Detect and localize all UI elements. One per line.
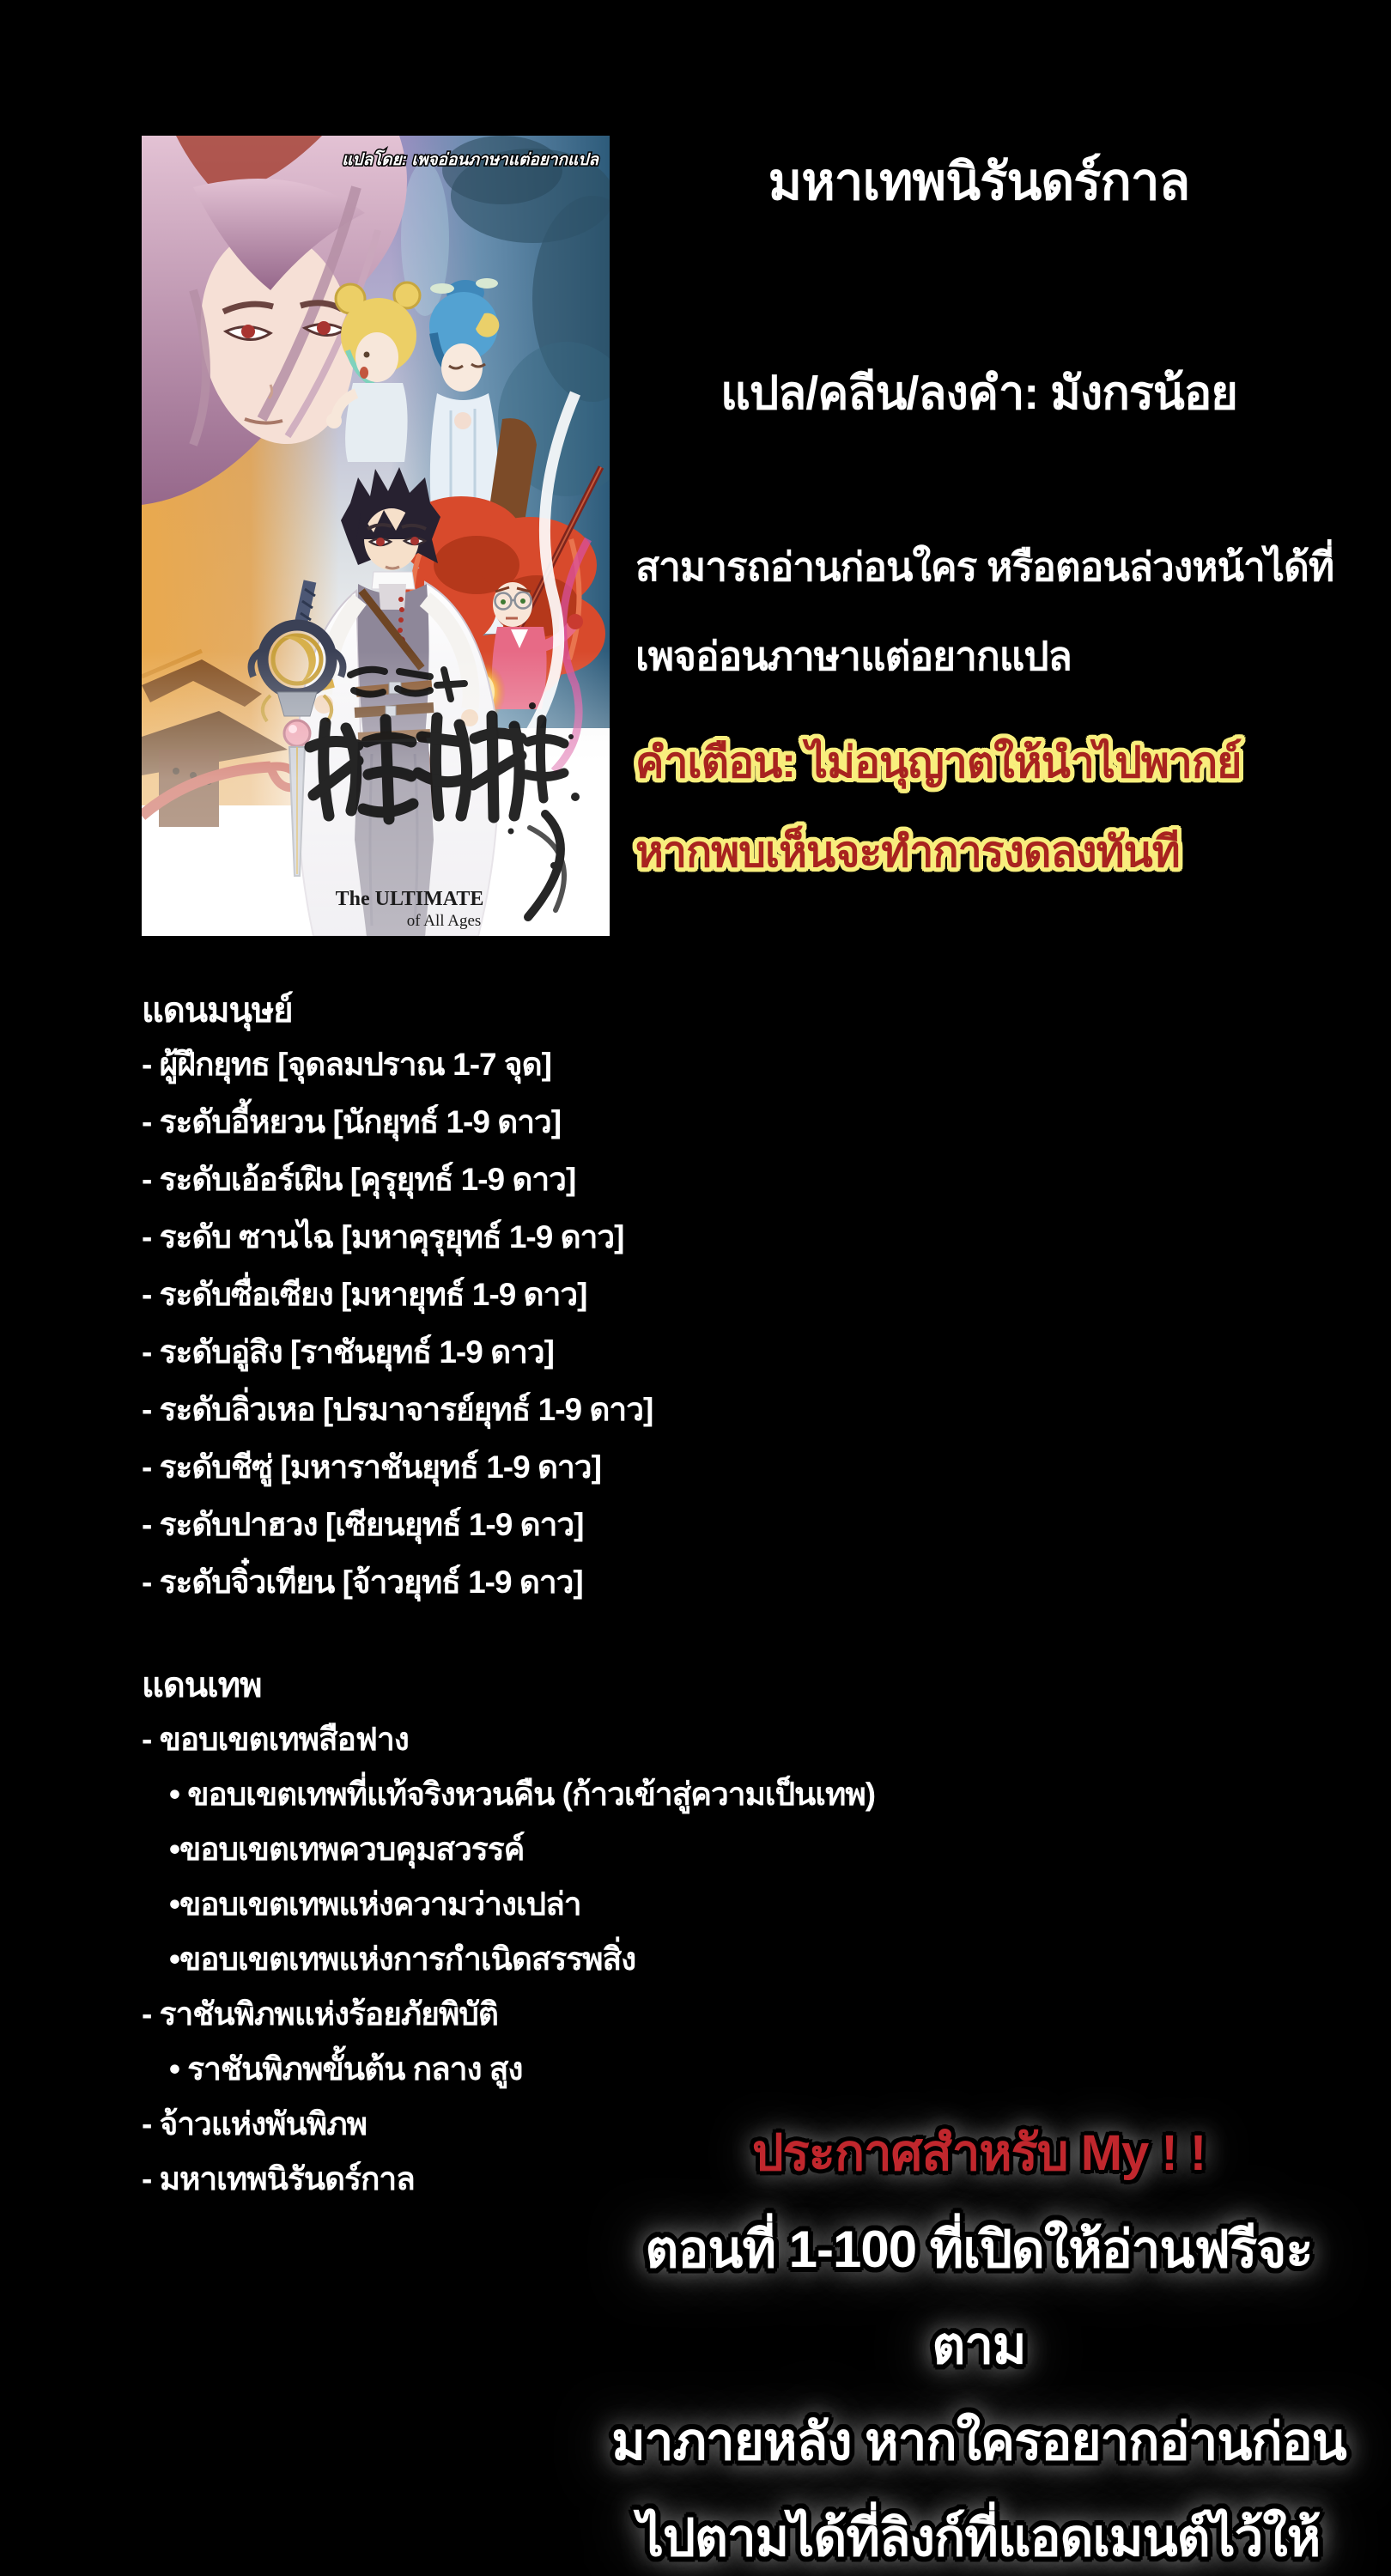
cover-illustration — [142, 136, 610, 936]
dub-warning-line1: คำเตือน: ไม่อนุญาตให้นำไปพากย์ — [635, 738, 1242, 787]
human-realm-list — [142, 1036, 653, 1611]
announcement-line1: ตอนที่ 1-100 ที่เปิดให้อ่านฟรีจะตาม — [645, 2221, 1313, 2374]
list-item: - มหาเทพนิรันดร์กาล — [142, 2161, 415, 2196]
cover-translator-credit: แปลโดย: เพจอ่อนภาษาแต่อยากแปล — [342, 151, 598, 169]
god-realm-heading: แดนเทพ — [142, 1667, 262, 1704]
dub-warning — [635, 718, 1241, 896]
list-item: - ขอบเขตเทพสือฟาง — [142, 1722, 409, 1757]
list-item: - ผู้ฝึกยุทธ [จุดลมปราณ 1-7 จุด] — [142, 1047, 551, 1082]
reading-info-line2: เพจอ่อนภาษาแต่อยากแปล — [635, 634, 1072, 678]
list-item: - ระดับชีซู่ [มหาราชันยุทธ์ 1-9 ดาว] — [142, 1449, 601, 1485]
page-title: มหาเทพนิรันดร์กาล — [768, 153, 1190, 210]
dub-warning-line2: หากพบเห็นจะทำการงดลงทันที — [635, 828, 1180, 876]
list-item: - ระดับปาฮวง [เซียนยุทธ์ 1-9 ดาว] — [142, 1507, 584, 1542]
translator-credit-line: แปล/คลีน/ลงคำ: มังกรน้อย — [720, 368, 1237, 419]
announcement-title: ประกาศสำหรับ My ! ! — [751, 2125, 1206, 2181]
cover-english-title-line2: of All Ages — [406, 912, 482, 930]
list-item: - ระดับ ซานไฉ [มหาคุรุยุทธ์ 1-9 ดาว] — [142, 1219, 624, 1255]
list-item: •ขอบเขตเทพแห่งความว่างเปล่า — [169, 1886, 581, 1922]
list-item: • ราชันพิภพขั้นต้น กลาง สูง — [169, 2051, 523, 2087]
human-realm-heading: แดนมนุษย์ — [142, 992, 293, 1030]
list-item: •ขอบเขตเทพแห่งการกำเนิดสรรพสิ่ง — [169, 1941, 636, 1977]
list-item: - ระดับลิ่วเหอ [ปรมาจารย์ยุทธ์ 1-9 ดาว] — [142, 1392, 653, 1427]
cover-english-title-line1: The ULTIMATE — [335, 888, 484, 910]
list-item: - ระดับเอ้อร์เฝิน [คุรุยุทธ์ 1-9 ดาว] — [142, 1162, 576, 1197]
list-item: - ระดับอู่สิง [ราชันยุทธ์ 1-9 ดาว] — [142, 1334, 554, 1370]
announcement-line2: มาภายหลัง หากใครอยากอ่านก่อน — [611, 2413, 1346, 2470]
list-item: - ราชันพิภพแห่งร้อยภัยพิบัติ — [142, 1996, 498, 2032]
announcement-line3: ไปตามได้ที่ลิงก์ที่แอดเมนต์ไว้ให้ — [637, 2509, 1321, 2567]
announcement — [601, 2105, 1357, 2576]
list-item: - จ้าวแห่งพันพิภพ — [142, 2106, 367, 2142]
list-item: - ระดับจิ๋วเทียน [จ้าวยุทธ์ 1-9 ดาว] — [142, 1564, 583, 1600]
list-item: • ขอบเขตเทพที่แท้จริงหวนคืน (ก้าวเข้าสู่ความเป็นเทพ) — [169, 1777, 876, 1812]
list-item: - ระดับซื่อเซียง [มหายุทธ์ 1-9 ดาว] — [142, 1277, 587, 1312]
list-item: - ระดับอี้หยวน [นักยุทธ์ 1-9 ดาว] — [142, 1104, 562, 1139]
reading-info-line1: สามารถอ่านก่อนใคร หรือตอนล่วงหน้าได้ที่ — [635, 544, 1334, 589]
cover-art — [142, 136, 610, 936]
reading-info — [635, 522, 1333, 701]
list-item: •ขอบเขตเทพควบคุมสวรรค์ — [169, 1832, 525, 1867]
